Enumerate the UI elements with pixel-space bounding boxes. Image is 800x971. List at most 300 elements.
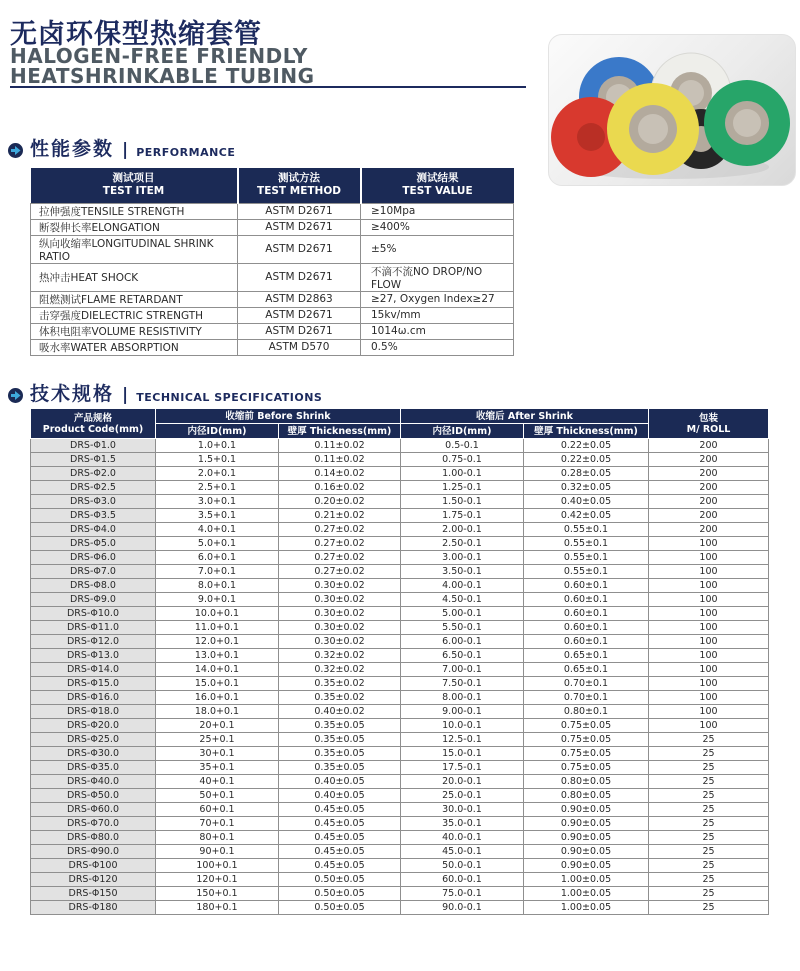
performance-row: [31, 263, 514, 291]
performance-row: [31, 307, 514, 323]
performance-cell: 阻燃测试FLAME RETARDANT: [31, 291, 238, 307]
specification-cell: 2.50-0.1: [401, 537, 524, 551]
perf-header-test-item: [31, 168, 238, 203]
specification-cell: DRS-Φ20.0: [31, 719, 156, 733]
specification-row: [31, 761, 769, 775]
specification-cell: 16.0+0.1: [156, 691, 279, 705]
specification-cell: DRS-Φ120: [31, 873, 156, 887]
specification-cell: DRS-Φ13.0: [31, 649, 156, 663]
specification-cell: DRS-Φ5.0: [31, 537, 156, 551]
specification-cell: 0.42±0.05: [524, 509, 649, 523]
performance-title-en: PERFORMANCE: [136, 146, 236, 159]
roll-yellow: [607, 83, 699, 175]
specification-cell: 0.60±0.1: [524, 579, 649, 593]
specification-row: [31, 663, 769, 677]
performance-cell: ≥400%: [361, 219, 514, 235]
specification-cell: 25: [649, 859, 769, 873]
performance-cell: ASTM D570: [238, 339, 361, 355]
specification-cell: 0.70±0.1: [524, 691, 649, 705]
performance-row: [31, 291, 514, 307]
specification-cell: DRS-Φ12.0: [31, 635, 156, 649]
specification-cell: 50.0-0.1: [401, 859, 524, 873]
perf-header-test-method-cn: 测试方法: [278, 172, 320, 185]
specification-row: [31, 789, 769, 803]
specification-row: [31, 565, 769, 579]
specification-cell: 9.0+0.1: [156, 593, 279, 607]
performance-row: [31, 323, 514, 339]
specification-cell: 0.27±0.02: [279, 537, 401, 551]
specification-cell: 200: [649, 453, 769, 467]
specification-cell: 100: [649, 565, 769, 579]
specification-cell: 40+0.1: [156, 775, 279, 789]
specification-row: [31, 495, 769, 509]
specification-cell: 0.20±0.02: [279, 495, 401, 509]
section-divider-bar: |: [122, 140, 129, 160]
specification-cell: 0.16±0.02: [279, 481, 401, 495]
specification-row: [31, 551, 769, 565]
specification-cell: 0.32±0.02: [279, 663, 401, 677]
specification-cell: 13.0+0.1: [156, 649, 279, 663]
specification-cell: 0.90±0.05: [524, 817, 649, 831]
specification-cell: 100: [649, 551, 769, 565]
specification-cell: 0.30±0.02: [279, 621, 401, 635]
specification-cell: 0.50±0.05: [279, 873, 401, 887]
specification-cell: DRS-Φ18.0: [31, 705, 156, 719]
specification-cell: 0.45±0.05: [279, 859, 401, 873]
specification-cell: 20.0-0.1: [401, 775, 524, 789]
specification-cell: 0.55±0.1: [524, 537, 649, 551]
specification-cell: 100: [649, 705, 769, 719]
performance-cell: 拉伸强度TENSILE STRENGTH: [31, 203, 238, 219]
specification-cell: 0.35±0.02: [279, 677, 401, 691]
specification-cell: 100: [649, 691, 769, 705]
specification-cell: 0.40±0.05: [279, 789, 401, 803]
specification-cell: 0.90±0.05: [524, 803, 649, 817]
specification-cell: 1.0+0.1: [156, 439, 279, 453]
specification-cell: DRS-Φ2.5: [31, 481, 156, 495]
specification-cell: 7.00-0.1: [401, 663, 524, 677]
specification-cell: 10.0-0.1: [401, 719, 524, 733]
page-title-cn: 无卤环保型热缩套管: [10, 19, 262, 50]
specification-cell: 0.40±0.05: [524, 495, 649, 509]
perf-header-test-value-cn: 测试结果: [416, 172, 459, 185]
specification-row: [31, 817, 769, 831]
specification-cell: 80+0.1: [156, 831, 279, 845]
specification-cell: 0.40±0.05: [279, 775, 401, 789]
specification-row: [31, 523, 769, 537]
performance-cell: 吸水率WATER ABSORPTION: [31, 339, 238, 355]
specification-row: [31, 537, 769, 551]
specification-cell: 25: [649, 733, 769, 747]
specification-cell: 0.35±0.05: [279, 733, 401, 747]
specification-cell: 200: [649, 523, 769, 537]
specification-cell: 50+0.1: [156, 789, 279, 803]
specification-cell: DRS-Φ50.0: [31, 789, 156, 803]
specification-cell: DRS-Φ40.0: [31, 775, 156, 789]
specification-cell: 1.50-0.1: [401, 495, 524, 509]
specification-cell: 5.00-0.1: [401, 607, 524, 621]
specification-row: [31, 453, 769, 467]
specification-cell: 200: [649, 509, 769, 523]
specifications-section-header: [8, 379, 322, 406]
specification-cell: DRS-Φ3.0: [31, 495, 156, 509]
specification-cell: 0.27±0.02: [279, 523, 401, 537]
specification-cell: 100: [649, 593, 769, 607]
specification-row: [31, 691, 769, 705]
specification-cell: DRS-Φ90.0: [31, 845, 156, 859]
specification-row: [31, 887, 769, 901]
specification-row: [31, 607, 769, 621]
specification-cell: 25: [649, 817, 769, 831]
specification-cell: 0.75±0.05: [524, 747, 649, 761]
performance-cell: ASTM D2671: [238, 235, 361, 263]
specification-row: [31, 859, 769, 873]
specification-cell: 0.11±0.02: [279, 439, 401, 453]
performance-cell: ≥27, Oxygen Index≥27: [361, 291, 514, 307]
specification-cell: 35+0.1: [156, 761, 279, 775]
specification-cell: 4.0+0.1: [156, 523, 279, 537]
spec-header-before-shrink: 收缩前 Before Shrink: [156, 409, 401, 424]
specification-cell: 0.21±0.02: [279, 509, 401, 523]
performance-cell: ±5%: [361, 235, 514, 263]
specification-cell: 0.55±0.1: [524, 551, 649, 565]
performance-cell: 热冲击HEAT SHOCK: [31, 263, 238, 291]
specification-cell: 60.0-0.1: [401, 873, 524, 887]
section-divider-bar: |: [122, 385, 129, 405]
specification-cell: 1.5+0.1: [156, 453, 279, 467]
specification-cell: 200: [649, 481, 769, 495]
specification-cell: 0.45±0.05: [279, 803, 401, 817]
specification-cell: 0.35±0.05: [279, 719, 401, 733]
specification-cell: 150+0.1: [156, 887, 279, 901]
perf-header-test-item-en: TEST ITEM: [102, 185, 165, 198]
specification-cell: 100: [649, 621, 769, 635]
specification-cell: DRS-Φ6.0: [31, 551, 156, 565]
performance-row: [31, 203, 514, 219]
specifications-table-body: [31, 439, 769, 915]
product-photo: [548, 34, 796, 186]
specification-cell: DRS-Φ8.0: [31, 579, 156, 593]
specification-cell: 0.60±0.1: [524, 607, 649, 621]
performance-cell: 15kv/mm: [361, 307, 514, 323]
specification-cell: 1.00-0.1: [401, 467, 524, 481]
specification-cell: 0.70±0.1: [524, 677, 649, 691]
specification-cell: 0.60±0.1: [524, 635, 649, 649]
specification-cell: 0.90±0.05: [524, 831, 649, 845]
specification-cell: 9.00-0.1: [401, 705, 524, 719]
performance-title-cn: 性能参数: [30, 138, 115, 160]
specification-cell: 0.80±0.05: [524, 789, 649, 803]
specification-cell: 3.00-0.1: [401, 551, 524, 565]
specification-cell: 0.30±0.02: [279, 635, 401, 649]
specification-row: [31, 467, 769, 481]
specification-cell: DRS-Φ30.0: [31, 747, 156, 761]
spec-subheader-before-id: 内径ID(mm): [156, 424, 279, 439]
specification-cell: 1.75-0.1: [401, 509, 524, 523]
title-divider: [10, 86, 526, 88]
specification-cell: 25: [649, 761, 769, 775]
specification-cell: 100: [649, 649, 769, 663]
specification-cell: 0.30±0.02: [279, 607, 401, 621]
performance-row: [31, 235, 514, 263]
spec-header-m-roll-cn: 包装: [698, 412, 718, 424]
specification-row: [31, 831, 769, 845]
specification-cell: 0.27±0.02: [279, 565, 401, 579]
specification-row: [31, 677, 769, 691]
specification-row: [31, 733, 769, 747]
performance-section-header: [8, 134, 235, 161]
specification-row: [31, 775, 769, 789]
specification-cell: 0.28±0.05: [524, 467, 649, 481]
specification-row: [31, 509, 769, 523]
tubing-rolls-illustration: [549, 35, 796, 186]
specification-cell: 3.50-0.1: [401, 565, 524, 579]
specification-cell: 25: [649, 831, 769, 845]
specification-cell: 1.00±0.05: [524, 887, 649, 901]
specification-cell: 25+0.1: [156, 733, 279, 747]
specification-cell: DRS-Φ70.0: [31, 817, 156, 831]
specification-cell: 6.0+0.1: [156, 551, 279, 565]
specification-cell: DRS-Φ2.0: [31, 467, 156, 481]
specification-cell: 0.27±0.02: [279, 551, 401, 565]
performance-cell: 纵向收缩率LONGITUDINAL SHRINK RATIO: [31, 235, 238, 263]
specification-row: [31, 593, 769, 607]
specification-cell: 0.32±0.05: [524, 481, 649, 495]
specification-cell: DRS-Φ100: [31, 859, 156, 873]
specification-cell: 3.5+0.1: [156, 509, 279, 523]
specification-cell: 1.25-0.1: [401, 481, 524, 495]
specification-cell: 0.50±0.05: [279, 887, 401, 901]
specification-cell: 0.14±0.02: [279, 467, 401, 481]
specifications-title-cn: 技术规格: [30, 383, 115, 405]
specification-cell: DRS-Φ11.0: [31, 621, 156, 635]
specification-cell: 30+0.1: [156, 747, 279, 761]
spec-subheader-before-thickness: 壁厚 Thickness(mm): [279, 424, 401, 439]
specification-cell: 0.30±0.02: [279, 579, 401, 593]
specification-row: [31, 873, 769, 887]
specification-cell: 0.75-0.1: [401, 453, 524, 467]
specification-cell: 2.0+0.1: [156, 467, 279, 481]
specification-cell: 0.55±0.1: [524, 565, 649, 579]
specification-cell: DRS-Φ16.0: [31, 691, 156, 705]
specification-cell: DRS-Φ9.0: [31, 593, 156, 607]
performance-table: [30, 168, 514, 356]
specification-cell: 10.0+0.1: [156, 607, 279, 621]
specification-cell: 25: [649, 747, 769, 761]
specification-cell: 0.75±0.05: [524, 761, 649, 775]
specification-cell: 25: [649, 901, 769, 915]
specification-cell: DRS-Φ15.0: [31, 677, 156, 691]
specification-cell: DRS-Φ150: [31, 887, 156, 901]
spec-header-m-roll-en: M/ ROLL: [686, 423, 731, 435]
specification-cell: 11.0+0.1: [156, 621, 279, 635]
circle-arrow-right-icon: [8, 143, 23, 158]
specification-row: [31, 901, 769, 915]
specification-cell: 200: [649, 495, 769, 509]
spec-header-after-shrink: 收缩后 After Shrink: [401, 409, 649, 424]
specification-cell: 0.45±0.05: [279, 831, 401, 845]
performance-cell: 断裂伸长率ELONGATION: [31, 219, 238, 235]
performance-cell: ASTM D2671: [238, 323, 361, 339]
performance-cell: ASTM D2671: [238, 203, 361, 219]
page-title-en: [10, 46, 315, 86]
specification-cell: 12.0+0.1: [156, 635, 279, 649]
specification-cell: 1.00±0.05: [524, 873, 649, 887]
perf-header-test-item-cn: 测试项目: [112, 172, 155, 185]
performance-cell: ASTM D2863: [238, 291, 361, 307]
specification-cell: 0.45±0.05: [279, 817, 401, 831]
specification-cell: 18.0+0.1: [156, 705, 279, 719]
specification-cell: 75.0-0.1: [401, 887, 524, 901]
spec-subheader-after-thickness: 壁厚 Thickness(mm): [524, 424, 649, 439]
specification-cell: 90+0.1: [156, 845, 279, 859]
circle-arrow-right-icon: [8, 388, 23, 403]
specification-cell: 0.35±0.05: [279, 761, 401, 775]
perf-header-test-value: [361, 168, 514, 203]
specification-cell: 25.0-0.1: [401, 789, 524, 803]
page-title-en-line1: HALOGEN-FREE FRIENDLY: [10, 44, 308, 68]
specification-cell: 100: [649, 663, 769, 677]
specification-row: [31, 649, 769, 663]
spec-header-row-1: [31, 409, 769, 424]
specification-cell: 0.60±0.1: [524, 621, 649, 635]
specification-cell: 7.0+0.1: [156, 565, 279, 579]
specification-cell: 100: [649, 537, 769, 551]
performance-cell: 不滴不流NO DROP/NO FLOW: [361, 263, 514, 291]
performance-cell: ASTM D2671: [238, 219, 361, 235]
specification-cell: 70+0.1: [156, 817, 279, 831]
specification-cell: 4.50-0.1: [401, 593, 524, 607]
specification-cell: 25: [649, 775, 769, 789]
performance-table-body: [31, 203, 514, 355]
specification-cell: 4.00-0.1: [401, 579, 524, 593]
specification-cell: 200: [649, 467, 769, 481]
specification-cell: 25: [649, 845, 769, 859]
specification-cell: DRS-Φ14.0: [31, 663, 156, 677]
performance-cell: 击穿强度DIELECTRIC STRENGTH: [31, 307, 238, 323]
specification-cell: DRS-Φ10.0: [31, 607, 156, 621]
specification-cell: 14.0+0.1: [156, 663, 279, 677]
performance-cell: 1014ω.cm: [361, 323, 514, 339]
specification-cell: 40.0-0.1: [401, 831, 524, 845]
specification-cell: 0.90±0.05: [524, 845, 649, 859]
specification-cell: 0.22±0.05: [524, 453, 649, 467]
specification-cell: 100: [649, 719, 769, 733]
spec-header-product-code: [31, 409, 156, 439]
roll-green: [704, 80, 790, 166]
specification-row: [31, 747, 769, 761]
performance-header-row: [31, 168, 514, 203]
specification-row: [31, 621, 769, 635]
specification-cell: 120+0.1: [156, 873, 279, 887]
specification-cell: 25: [649, 789, 769, 803]
specification-cell: 8.00-0.1: [401, 691, 524, 705]
specification-cell: 0.22±0.05: [524, 439, 649, 453]
specification-cell: DRS-Φ35.0: [31, 761, 156, 775]
specification-cell: 100: [649, 635, 769, 649]
specification-cell: 20+0.1: [156, 719, 279, 733]
specification-cell: 0.65±0.1: [524, 663, 649, 677]
specification-cell: 2.00-0.1: [401, 523, 524, 537]
specification-cell: 30.0-0.1: [401, 803, 524, 817]
perf-header-test-method: [238, 168, 361, 203]
specification-cell: 1.00±0.05: [524, 901, 649, 915]
specification-cell: 0.35±0.05: [279, 747, 401, 761]
performance-row: [31, 339, 514, 355]
specification-cell: DRS-Φ25.0: [31, 733, 156, 747]
specification-cell: 0.35±0.02: [279, 691, 401, 705]
specification-cell: 90.0-0.1: [401, 901, 524, 915]
specification-cell: 0.32±0.02: [279, 649, 401, 663]
specification-cell: 6.50-0.1: [401, 649, 524, 663]
spec-header-m-roll: [649, 409, 769, 439]
specification-cell: DRS-Φ80.0: [31, 831, 156, 845]
specification-cell: 200: [649, 439, 769, 453]
specification-cell: 0.80±0.05: [524, 775, 649, 789]
specification-row: [31, 705, 769, 719]
specification-cell: 3.0+0.1: [156, 495, 279, 509]
specification-cell: 17.5-0.1: [401, 761, 524, 775]
performance-row: [31, 219, 514, 235]
specification-cell: 180+0.1: [156, 901, 279, 915]
specification-cell: 0.75±0.05: [524, 719, 649, 733]
specification-cell: 0.55±0.1: [524, 523, 649, 537]
specification-cell: 12.5-0.1: [401, 733, 524, 747]
specification-cell: 15.0+0.1: [156, 677, 279, 691]
specifications-title-en: TECHNICAL SPECIFICATIONS: [136, 391, 323, 404]
perf-header-test-method-en: TEST METHOD: [257, 185, 341, 198]
specification-cell: 0.45±0.05: [279, 845, 401, 859]
specification-cell: 100: [649, 607, 769, 621]
specification-row: [31, 481, 769, 495]
specification-cell: 100+0.1: [156, 859, 279, 873]
specification-cell: 2.5+0.1: [156, 481, 279, 495]
specification-cell: 15.0-0.1: [401, 747, 524, 761]
specification-cell: 0.40±0.02: [279, 705, 401, 719]
specification-cell: DRS-Φ3.5: [31, 509, 156, 523]
performance-cell: ASTM D2671: [238, 307, 361, 323]
specification-cell: 100: [649, 677, 769, 691]
specification-cell: 60+0.1: [156, 803, 279, 817]
specification-row: [31, 845, 769, 859]
perf-header-test-value-en: TEST VALUE: [402, 185, 473, 198]
specification-row: [31, 635, 769, 649]
specification-cell: 6.00-0.1: [401, 635, 524, 649]
specification-cell: 0.80±0.1: [524, 705, 649, 719]
specification-cell: 100: [649, 579, 769, 593]
specification-cell: DRS-Φ7.0: [31, 565, 156, 579]
specification-cell: DRS-Φ1.0: [31, 439, 156, 453]
spec-subheader-after-id: 内径ID(mm): [401, 424, 524, 439]
specification-cell: 0.11±0.02: [279, 453, 401, 467]
specification-cell: 45.0-0.1: [401, 845, 524, 859]
specification-cell: 25: [649, 803, 769, 817]
specification-cell: 0.5-0.1: [401, 439, 524, 453]
specification-cell: 25: [649, 887, 769, 901]
specification-cell: 7.50-0.1: [401, 677, 524, 691]
specification-cell: 35.0-0.1: [401, 817, 524, 831]
specification-cell: 0.60±0.1: [524, 593, 649, 607]
specifications-table: [30, 408, 769, 915]
specification-cell: DRS-Φ60.0: [31, 803, 156, 817]
spec-header-product-code-cn: 产品规格: [73, 412, 112, 424]
specification-cell: DRS-Φ4.0: [31, 523, 156, 537]
performance-cell: ≥10Mpa: [361, 203, 514, 219]
specification-row: [31, 439, 769, 453]
specification-row: [31, 803, 769, 817]
specification-cell: 0.30±0.02: [279, 593, 401, 607]
page-title-en-line2: HEATSHRINKABLE TUBING: [10, 64, 315, 88]
